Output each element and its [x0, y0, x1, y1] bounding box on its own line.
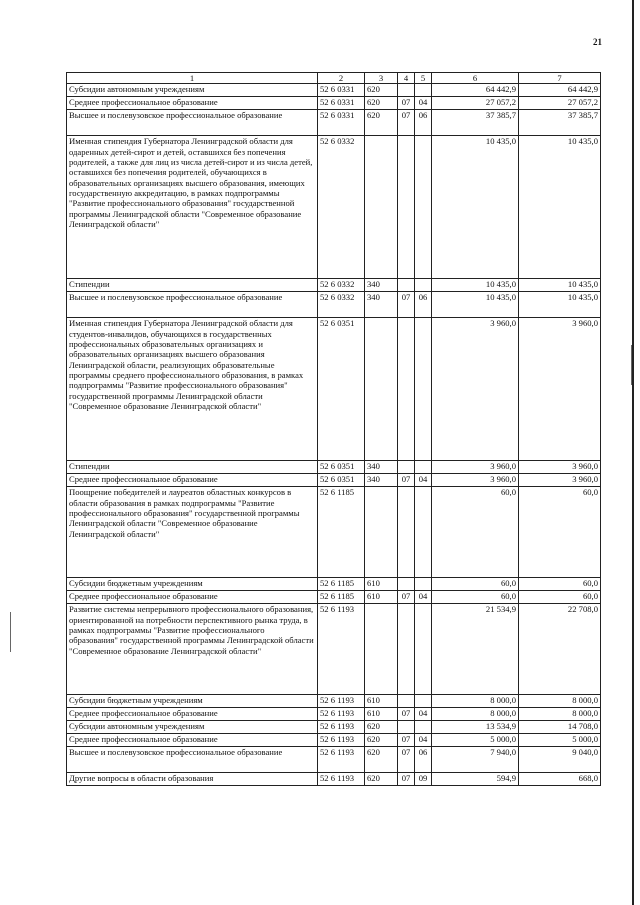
cell-pr: [415, 279, 432, 292]
cell-vr: 620: [365, 773, 398, 786]
cell-vr: 620: [365, 721, 398, 734]
cell-pr: 04: [415, 591, 432, 604]
cell-pr: 04: [415, 734, 432, 747]
cell-rz: [398, 487, 415, 578]
cell-rz: 07: [398, 110, 415, 136]
cell-name: Развитие системы непрерывного профессионального образования, ориентированной на потребности перспективного рынка труда, в рамках подпрограммы "Развитие профессионального образования" государственной программы Ленинградской области "Современное образование Ленинградской области": [67, 604, 318, 695]
cell-pr: [415, 604, 432, 695]
table-row: [67, 97, 601, 110]
cell-name: Стипендии: [67, 461, 318, 474]
cell-v6: 60,0: [432, 487, 519, 578]
cell-rz: [398, 461, 415, 474]
cell-name: Субсидии бюджетным учреждениям: [67, 695, 318, 708]
cell-pr: 04: [415, 708, 432, 721]
cell-rz: [398, 136, 415, 279]
cell-vr: 620: [365, 110, 398, 136]
cell-pr: 04: [415, 97, 432, 110]
cell-v6: 7 940,0: [432, 747, 519, 773]
cell-vr: [365, 604, 398, 695]
cell-code: 52 6 0331: [318, 84, 365, 97]
cell-pr: [415, 487, 432, 578]
cell-code: 52 6 0331: [318, 110, 365, 136]
column-header: 2: [318, 73, 365, 84]
cell-name: Именная стипендия Губернатора Ленинградской области для студентов-инвалидов, обучающихся в государственных профессиональных образовательных организациях и образовательных организациях высшего образования Ленинградской области, реализующих образовательные программы среднего профессионального образования, в рамках подпрограммы "Развитие профессионального образования" государственной программы Ленинградской области "Современное образование Ленинградской области": [67, 318, 318, 461]
cell-v7: 60,0: [519, 591, 601, 604]
cell-pr: [415, 578, 432, 591]
cell-rz: 07: [398, 747, 415, 773]
cell-v6: 594,9: [432, 773, 519, 786]
cell-v7: 14 708,0: [519, 721, 601, 734]
table-row: [67, 695, 601, 708]
cell-rz: [398, 84, 415, 97]
cell-name: Поощрение победителей и лауреатов областных конкурсов в области образования в рамках подпрограммы "Развитие профессионального образования" государственной программы Ленинградской области "Современное образование Ленинградской области": [67, 487, 318, 578]
cell-v6: 64 442,9: [432, 84, 519, 97]
cell-code: 52 6 1193: [318, 604, 365, 695]
cell-name: Именная стипендия Губернатора Ленинградской области для одаренных детей-сирот и детей, оставшихся без попечения родителей, а также для лиц из числа детей-сирот и из числа детей, оставшихся без попечения родителей, обучающихся в образовательных организациях высшего образования, имеющих государственную аккредитацию, в рамках подпрограммы "Развитие профессионального образования" государственной программы Ленинградской области "Современное образование Ленинградской области": [67, 136, 318, 279]
cell-vr: 620: [365, 84, 398, 97]
cell-code: 52 6 1185: [318, 591, 365, 604]
cell-v7: 60,0: [519, 578, 601, 591]
cell-vr: 340: [365, 474, 398, 487]
cell-v7: 22 708,0: [519, 604, 601, 695]
cell-code: 52 6 0351: [318, 318, 365, 461]
table-row: [67, 773, 601, 786]
cell-v7: 8 000,0: [519, 708, 601, 721]
cell-code: 52 6 1193: [318, 734, 365, 747]
cell-v6: 10 435,0: [432, 292, 519, 318]
cell-v7: 5 000,0: [519, 734, 601, 747]
cell-vr: 620: [365, 97, 398, 110]
scan-edge: [632, 0, 634, 905]
cell-vr: 610: [365, 591, 398, 604]
cell-v7: 10 435,0: [519, 279, 601, 292]
cell-v6: 3 960,0: [432, 318, 519, 461]
table-row: [67, 747, 601, 773]
cell-code: 52 6 0332: [318, 279, 365, 292]
cell-v6: 60,0: [432, 578, 519, 591]
cell-pr: 09: [415, 773, 432, 786]
cell-name: Среднее профессиональное образование: [67, 474, 318, 487]
table-row: [67, 708, 601, 721]
table-row: [67, 84, 601, 97]
cell-name: Высшее и послевузовское профессиональное образование: [67, 292, 318, 318]
cell-code: 52 6 0332: [318, 292, 365, 318]
cell-v7: 10 435,0: [519, 292, 601, 318]
cell-pr: 06: [415, 747, 432, 773]
cell-pr: [415, 136, 432, 279]
cell-v7: 60,0: [519, 487, 601, 578]
table-row: [67, 487, 601, 578]
cell-pr: 04: [415, 474, 432, 487]
cell-rz: [398, 604, 415, 695]
cell-vr: 340: [365, 461, 398, 474]
cell-code: 52 6 1193: [318, 721, 365, 734]
cell-name: Высшее и послевузовское профессиональное образование: [67, 110, 318, 136]
scan-mark: [631, 345, 632, 385]
cell-name: Стипендии: [67, 279, 318, 292]
scan-mark: [10, 612, 11, 652]
cell-code: 52 6 1193: [318, 773, 365, 786]
table-row: [67, 578, 601, 591]
cell-pr: [415, 695, 432, 708]
cell-vr: [365, 136, 398, 279]
cell-name: Среднее профессиональное образование: [67, 734, 318, 747]
cell-vr: 340: [365, 279, 398, 292]
cell-rz: [398, 279, 415, 292]
budget-table: [66, 72, 601, 786]
cell-rz: 07: [398, 708, 415, 721]
table-row: [67, 721, 601, 734]
cell-code: 52 6 0351: [318, 461, 365, 474]
cell-pr: 06: [415, 292, 432, 318]
cell-rz: 07: [398, 773, 415, 786]
cell-name: Среднее профессиональное образование: [67, 591, 318, 604]
cell-v7: 3 960,0: [519, 318, 601, 461]
cell-v6: 60,0: [432, 591, 519, 604]
column-header: 7: [519, 73, 601, 84]
cell-v7: 37 385,7: [519, 110, 601, 136]
table-row: [67, 318, 601, 461]
cell-name: Высшее и послевузовское профессиональное образование: [67, 747, 318, 773]
column-header: 1: [67, 73, 318, 84]
cell-v6: 37 385,7: [432, 110, 519, 136]
cell-name: Среднее профессиональное образование: [67, 97, 318, 110]
cell-rz: 07: [398, 97, 415, 110]
cell-vr: 610: [365, 578, 398, 591]
cell-code: 52 6 1185: [318, 487, 365, 578]
cell-code: 52 6 0351: [318, 474, 365, 487]
cell-v7: 3 960,0: [519, 474, 601, 487]
cell-rz: [398, 578, 415, 591]
table-row: [67, 734, 601, 747]
cell-name: Другие вопросы в области образования: [67, 773, 318, 786]
cell-rz: 07: [398, 474, 415, 487]
cell-v6: 5 000,0: [432, 734, 519, 747]
cell-name: Субсидии автономным учреждениям: [67, 721, 318, 734]
table-row: [67, 591, 601, 604]
cell-v7: 8 000,0: [519, 695, 601, 708]
table-row: [67, 279, 601, 292]
cell-v7: 10 435,0: [519, 136, 601, 279]
cell-code: 52 6 0331: [318, 97, 365, 110]
cell-v6: 10 435,0: [432, 136, 519, 279]
cell-v6: 8 000,0: [432, 708, 519, 721]
cell-v7: 9 040,0: [519, 747, 601, 773]
cell-rz: 07: [398, 292, 415, 318]
cell-v7: 668,0: [519, 773, 601, 786]
table-row: [67, 474, 601, 487]
cell-vr: 340: [365, 292, 398, 318]
cell-v6: 3 960,0: [432, 461, 519, 474]
cell-vr: 610: [365, 708, 398, 721]
cell-vr: [365, 487, 398, 578]
column-header: 6: [432, 73, 519, 84]
cell-name: Субсидии автономным учреждениям: [67, 84, 318, 97]
cell-vr: [365, 318, 398, 461]
cell-v6: 27 057,2: [432, 97, 519, 110]
cell-pr: [415, 461, 432, 474]
cell-code: 52 6 1193: [318, 695, 365, 708]
table-row: [67, 604, 601, 695]
page-number: 21: [593, 37, 602, 47]
cell-code: 52 6 1193: [318, 747, 365, 773]
cell-vr: 610: [365, 695, 398, 708]
cell-pr: [415, 721, 432, 734]
cell-pr: [415, 318, 432, 461]
column-header: 3: [365, 73, 398, 84]
cell-v6: 10 435,0: [432, 279, 519, 292]
table-row: [67, 136, 601, 279]
cell-rz: [398, 318, 415, 461]
cell-vr: 620: [365, 747, 398, 773]
cell-name: Субсидии бюджетным учреждениям: [67, 578, 318, 591]
cell-name: Среднее профессиональное образование: [67, 708, 318, 721]
table-body: [67, 84, 601, 786]
cell-v6: 21 534,9: [432, 604, 519, 695]
cell-v6: 13 534,9: [432, 721, 519, 734]
cell-code: 52 6 1193: [318, 708, 365, 721]
table-row: [67, 461, 601, 474]
table-row: [67, 110, 601, 136]
cell-pr: 06: [415, 110, 432, 136]
cell-code: 52 6 1185: [318, 578, 365, 591]
cell-rz: 07: [398, 591, 415, 604]
cell-rz: [398, 695, 415, 708]
cell-vr: 620: [365, 734, 398, 747]
table-row: [67, 292, 601, 318]
column-header: 5: [415, 73, 432, 84]
cell-code: 52 6 0332: [318, 136, 365, 279]
cell-rz: [398, 721, 415, 734]
cell-pr: [415, 84, 432, 97]
cell-v7: 64 442,9: [519, 84, 601, 97]
cell-v7: 3 960,0: [519, 461, 601, 474]
column-header: 4: [398, 73, 415, 84]
header-row: [67, 73, 601, 84]
cell-rz: 07: [398, 734, 415, 747]
cell-v6: 8 000,0: [432, 695, 519, 708]
cell-v6: 3 960,0: [432, 474, 519, 487]
cell-v7: 27 057,2: [519, 97, 601, 110]
